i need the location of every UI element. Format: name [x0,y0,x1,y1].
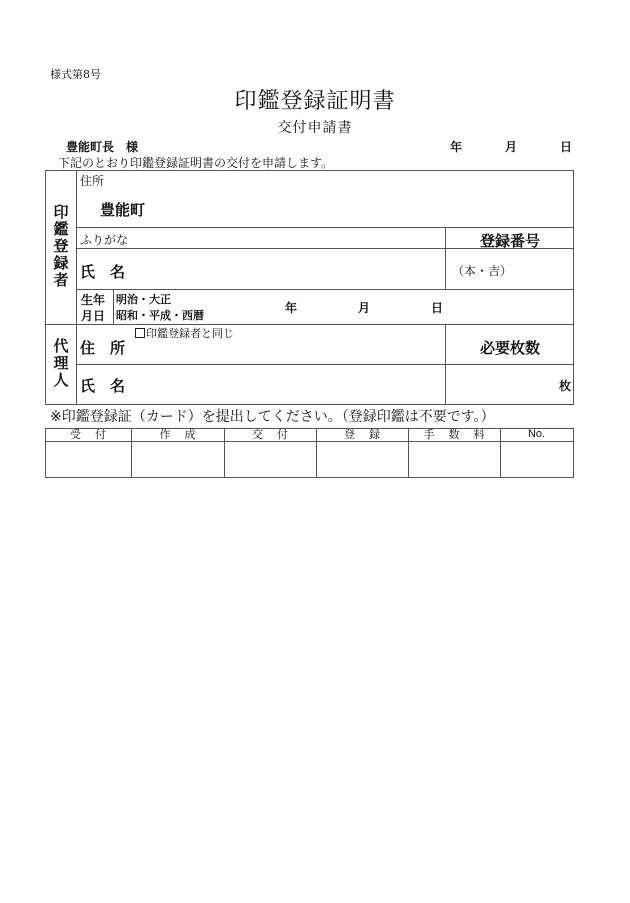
table-border-bottom [45,404,574,405]
birth-label-2: 月日 [81,309,106,323]
table-border-bottom [45,477,574,478]
row-divider [45,324,574,325]
form-number: 様式第8号 [50,68,101,81]
row-divider [76,227,574,228]
table-border-left [45,170,46,405]
birth-month-field[interactable]: 月 [358,301,371,315]
header-reception: 受付 [70,428,120,441]
page-subtitle: 交付申請書 [277,120,353,136]
date-day-label[interactable]: 日 [560,140,573,154]
agent-name-field[interactable] [130,367,440,401]
copies-field[interactable] [450,367,555,401]
agent-address-field[interactable] [130,338,440,362]
row-divider [76,289,574,290]
name-label: 氏 名 [80,263,126,281]
address-field[interactable]: 豊能町 [100,201,146,219]
col-line [573,428,574,478]
col-divider [113,289,114,324]
era-options-2[interactable]: 昭和・平成・西暦 [116,309,204,322]
registration-number-label: 登録番号 [480,232,541,250]
header-issuance: 交付 [252,428,302,441]
page-title: 印鑑登録証明書 [234,89,396,114]
section-divider [76,170,77,405]
card-submission-note: ※印鑑登録証（カード）を提出してください。（登録印鑑は不要です。） [50,409,495,425]
table-border-top [45,170,574,171]
furigana-label: ふりがな [80,233,129,247]
header-fee: 手数料 [423,428,499,441]
application-statement: 下記のとおり印鑑登録証明書の交付を申請します。 [58,156,334,170]
copies-label: 必要枚数 [480,339,541,357]
birth-year-field[interactable]: 年 [285,301,298,315]
addressee: 豊能町長 様 [66,140,139,154]
header-number: No. [527,428,546,440]
checkbox-icon[interactable] [135,328,145,338]
row-divider [76,364,574,365]
header-divider [45,441,574,442]
registration-number-field[interactable]: （本・吉） [452,264,513,278]
date-year-label[interactable]: 年 [450,140,463,154]
address-label: 住所 [80,174,105,188]
birth-day-field[interactable]: 日 [431,301,444,315]
agent-name-label: 氏 名 [80,377,126,395]
header-preparation: 作成 [159,428,210,441]
copies-unit: 枚 [559,379,572,393]
agent-section-label: 代理人 [53,337,69,389]
table-border-right [573,170,574,405]
col-divider [445,227,446,289]
era-options-1[interactable]: 明治・大正 [116,293,171,306]
birth-label-1: 生年 [81,293,106,307]
col-divider [445,324,446,404]
same-as-registrant-label: 印鑑登録者と同じ [146,327,234,340]
furigana-field[interactable] [150,229,440,246]
registrant-section-label: 印鑑登録者 [53,203,69,289]
date-month-label[interactable]: 月 [505,140,518,154]
agent-address-label: 住 所 [80,339,126,357]
header-registration: 登録 [344,428,394,441]
name-field[interactable] [130,251,440,287]
